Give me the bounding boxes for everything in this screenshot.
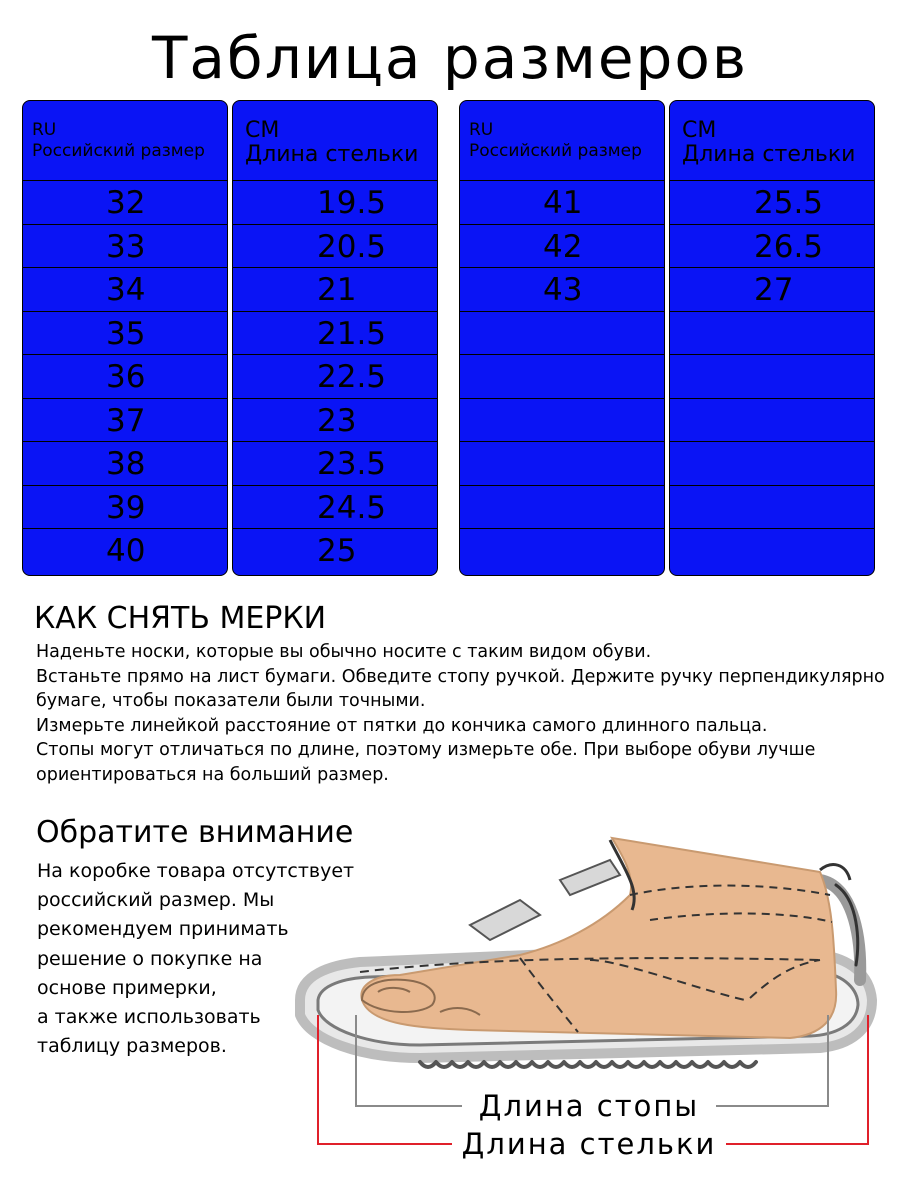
table-cell [670, 486, 874, 530]
table-cell: 39 [23, 486, 227, 530]
measure-instructions [36, 640, 898, 787]
table-cell: 22.5 [233, 355, 437, 399]
instruction-line: Стопы могут отличаться по длине, поэтому измерьте обе. При выборе обуви лучше [36, 740, 816, 760]
ru-column-header: RU Российский размер [460, 101, 664, 181]
table-cell: 42 [460, 225, 664, 269]
notice-line: российский размер. Мы [37, 889, 275, 912]
table-cell [460, 442, 664, 486]
table-cell: 26.5 [670, 225, 874, 269]
table-cell: 41 [460, 181, 664, 225]
table-cell: 20.5 [233, 225, 437, 269]
table-cell: 40 [106, 533, 146, 569]
table-cell: 38 [23, 442, 227, 486]
foot-shape [360, 838, 850, 1038]
table-cell [460, 312, 664, 356]
table-cell [670, 312, 874, 356]
table-cell [670, 399, 874, 443]
table-cell: 34 [23, 268, 227, 312]
table-cell: 25 [317, 533, 357, 569]
table-cell: 21 [233, 268, 437, 312]
table-cell: 33 [23, 225, 227, 269]
table-cell: 27 [670, 268, 874, 312]
foot-length-label: Длина стопы [478, 1089, 700, 1123]
table-cell [670, 529, 874, 573]
table-cell [460, 399, 664, 443]
table-cell: 25.5 [670, 181, 874, 225]
table-cell [460, 529, 664, 573]
table-cell: 37 [23, 399, 227, 443]
table-cell: 23.5 [233, 442, 437, 486]
table-cell: 19.5 [233, 181, 437, 225]
insole-length-label: Длина стельки [461, 1127, 717, 1161]
instruction-line: Измерьте линейкой расстояние от пятки до кончика самого длинного пальца. [36, 715, 768, 736]
table-cell [670, 355, 874, 399]
table-cell [460, 486, 664, 530]
left-cm-column [232, 100, 438, 576]
instruction-line: Встаньте прямо на лист бумаги. Обведите стопу ручкой. Держите ручку перпендикулярно [36, 666, 885, 687]
notice-line: решение о покупке на [37, 947, 263, 970]
cm-column-header: CM Длина стельки [233, 101, 437, 181]
right-cm-column [669, 100, 875, 576]
table-cell: 24.5 [233, 486, 437, 530]
table-cell [460, 355, 664, 399]
notice-line: а также использовать [37, 1006, 261, 1029]
page-title: Таблица размеров [151, 24, 749, 92]
notice-heading: Обратите внимание [36, 815, 354, 850]
left-ru-column [22, 100, 228, 576]
table-cell: 35 [23, 312, 227, 356]
table-cell: 23 [233, 399, 437, 443]
instruction-line: Наденьте носки, которые вы обычно носите с таким видом обуви. [36, 642, 652, 662]
table-cell: 21.5 [233, 312, 437, 356]
table-cell: 36 [23, 355, 227, 399]
foot-in-shoe-illustration [285, 820, 897, 1192]
notice-line: На коробке товара отсутствует [37, 860, 355, 882]
right-ru-column [459, 100, 665, 576]
table-cell [670, 442, 874, 486]
instruction-line: бумаге, чтобы показатели были точными. [36, 691, 426, 711]
table-cell: 32 [23, 181, 227, 225]
notice-line: основе примерки, [37, 976, 217, 999]
notice-line: рекомендуем принимать [37, 918, 289, 941]
ru-column-header: RU Российский размер [23, 101, 227, 181]
cm-column-header: CM Длина стельки [670, 101, 874, 181]
notice-line: таблицу размеров. [37, 1035, 227, 1058]
table-cell: 43 [460, 268, 664, 312]
instruction-line: ориентироваться на больший размер. [36, 764, 389, 785]
measure-heading: КАК СНЯТЬ МЕРКИ [34, 601, 327, 636]
